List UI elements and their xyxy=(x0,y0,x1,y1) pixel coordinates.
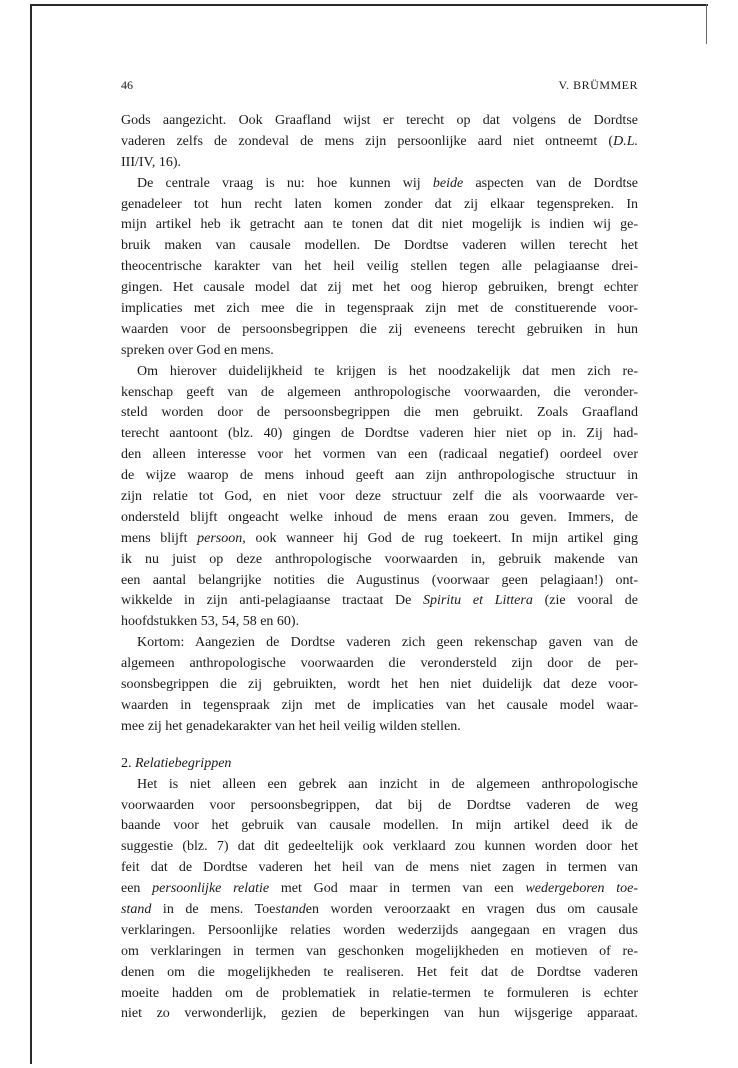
scan-right-edge xyxy=(706,4,707,44)
text-line: kenschap geeft van de algemeen anthropologische voorwaarden, die veronder- xyxy=(121,384,638,400)
text-line: niet zo verwonderlijk, gezien de beperkingen van hun wijsgerige apparaat. xyxy=(121,1006,638,1022)
text-line: hoofdstukken 53, 54, 58 en 60). xyxy=(121,614,300,630)
text-line: Gods aangezicht. Ook Graafland wijst er terecht op dat volgens de Dordtse xyxy=(121,113,638,128)
text-line: wikkelde in zijn anti-pelagiaanse tractaat De Spiritu et Littera (zie vooral de xyxy=(121,593,638,609)
text-line: De centrale vraag is nu: hoe kunnen wij beide aspecten van de Dordtse xyxy=(137,175,638,191)
scan-top-border xyxy=(30,4,708,6)
body-text xyxy=(121,111,638,1025)
text-line: verklaringen. Persoonlijke relaties worden wederzijds aangegaan en vragen dus xyxy=(121,922,638,938)
text-line: spreken over God en mens. xyxy=(121,342,274,358)
text-line: voorwaarden voor persoonsbegrippen, dat bij de Dordtse vaderen de weg xyxy=(121,797,638,813)
text-line: stand in de mens. Toestanden worden veroorzaakt en vragen dus om causale xyxy=(121,901,638,917)
text-line: mijn artikel heb ik getracht aan te tonen dat dit niet mogelijk is indien wij ge- xyxy=(121,217,638,233)
text-line: waarden in tegenspraak zijn met de implicaties van het causale model waar- xyxy=(121,697,638,713)
section-title: Relatiebegrippen xyxy=(135,755,232,771)
text-line: denen om die mogelijkheden te realiseren. Het feit dat de Dordtse vaderen xyxy=(121,964,638,980)
page-header xyxy=(121,78,638,94)
text-line: genadeleer tot hun recht laten komen zonder dat zij elkaar tegenspreken. In xyxy=(121,196,638,212)
section-2-text xyxy=(121,775,638,1026)
text-line: vaderen zelfs de zondeval de mens zijn persoonlijke aard niet ontneemt (D.L. xyxy=(121,133,638,149)
text-line: om verklaringen in termen van geschonken mogelijkheden en motieven of re- xyxy=(121,943,638,959)
text-line: soonsbegrippen die zij gebruikten, wordt het hen niet duidelijk dat deze voor- xyxy=(121,677,638,693)
page-number: 46 xyxy=(121,78,133,92)
section-heading xyxy=(121,754,638,775)
text-line: een persoonlijke relatie met God maar in termen van een wedergeboren toe- xyxy=(121,881,638,897)
text-line: Het is niet alleen een gebrek aan inzicht in de algemeen anthropologische xyxy=(137,776,638,792)
text-line: ondersteld blijft ongeacht welke inhoud de mens eraan zou geven. Immers, de xyxy=(121,509,638,525)
text-line: baande voor het gebruik van causale modellen. In mijn artikel deed ik de xyxy=(121,818,638,834)
text-line: den alleen interesse voor het vormen van een (radicaal negatief) oordeel over xyxy=(121,447,638,463)
section-number: 2. xyxy=(121,755,132,771)
text-line: suggestie (blz. 7) dat dit gedeeltelijk ook verklaard zou kunnen worden door het xyxy=(121,839,638,855)
text-line: zijn relatie tot God, en niet voor deze structuur zelf die als voorwaarde ver- xyxy=(121,489,638,505)
text-line: algemeen anthropologische voorwaarden die verondersteld zijn door de per- xyxy=(121,656,638,672)
text-line: Om hierover duidelijkheid te krijgen is het noodzakelijk dat men zich re- xyxy=(137,363,638,379)
text-line: waarden voor de persoonsbegrippen die zij eveneens terecht gebruiken in hun xyxy=(121,321,638,337)
text-line: implicaties met zich mee die in tegenspraak zijn met de constituerende voor- xyxy=(121,301,638,317)
text-line: feit dat de Dordtse vaderen het heil van de mens niet zagen in termen van xyxy=(121,860,638,876)
text-line: gingen. Het causale model dat zij met het oog hierop gebruiken, brengt echter xyxy=(121,280,638,296)
scan-left-border xyxy=(30,4,32,1064)
section-1-text xyxy=(121,111,638,738)
text-line: Kortom: Aangezien de Dordtse vaderen zich geen rekenschap gaven van de xyxy=(137,635,638,651)
text-line: bruik maken van causale modellen. De Dordtse vaderen willen terecht het xyxy=(121,238,638,254)
text-line: een aantal belangrijke notities die Augustinus (voorwaar geen pelagiaan!) ont- xyxy=(121,572,638,588)
section-gap xyxy=(121,738,638,754)
text-line: theocentrische karakter van het heil veilig stellen tegen alle pelagiaanse drei- xyxy=(121,259,638,275)
text-line: moeite hadden om de problematiek in relatie-termen te formuleren is echter xyxy=(121,985,638,1001)
text-line: mens blijft persoon, ook wanneer hij God de rug toekeert. In mijn artikel ging xyxy=(121,530,638,546)
text-line: de wijze waarop de mens inhoud geeft aan zijn anthropologische structuur in xyxy=(121,468,638,484)
text-line: steld worden door de persoonsbegrippen die men gebruikt. Zoals Graafland xyxy=(121,405,638,421)
text-line: terecht aantoont (blz. 40) gingen de Dordtse vaderen hier niet op in. Zij had- xyxy=(121,426,638,442)
text-line: III/IV, 16). xyxy=(121,154,182,170)
running-head: V. BRÜMMER xyxy=(558,78,638,92)
text-line: mee zij het genadekarakter van het heil veilig wilden stellen. xyxy=(121,718,461,734)
text-line: ik nu juist op deze anthropologische voorwaarden in, gebruik makende van xyxy=(121,551,638,567)
